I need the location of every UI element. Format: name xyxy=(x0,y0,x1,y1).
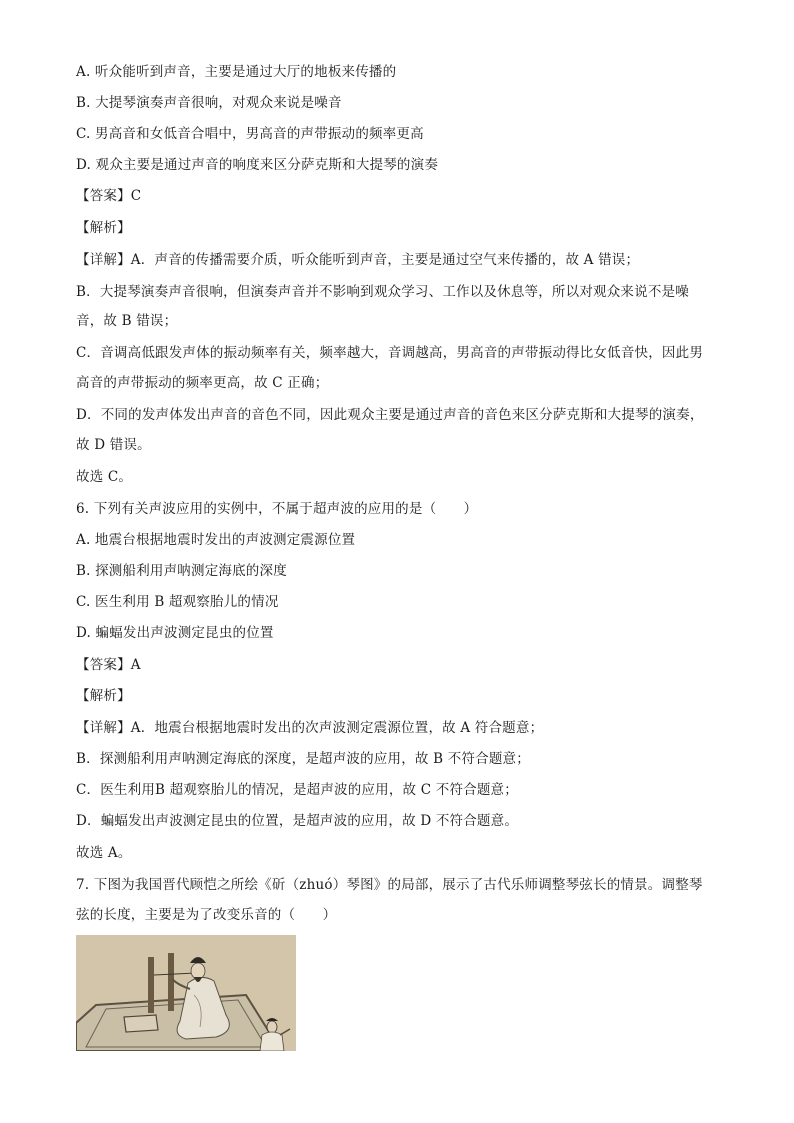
q6-option-a: A. 地震台根据地震时发出的声波测定震源位置 xyxy=(76,532,356,548)
q6-answer: 【答案】A xyxy=(76,657,141,673)
q6-analysis-label: 【解析】 xyxy=(76,688,131,704)
q5-option-c: C. 男高音和女低音合唱中，男高音的声带振动的频率更高 xyxy=(76,126,424,142)
q5-detail-line: 高音的声带振动的频率更高，故 C 正确； xyxy=(76,375,329,391)
q5-analysis-label: 【解析】 xyxy=(76,220,131,236)
q6-detail-line: B．探测船利用声呐测定海底的深度，是超声波的应用，故 B 不符合题意； xyxy=(76,751,530,767)
painting-svg xyxy=(76,935,296,1051)
q6-detail-line: 故选 A。 xyxy=(76,845,132,861)
q6-option-b: B. 探测船利用声呐测定海底的深度 xyxy=(76,563,287,579)
q5-option-a: A. 听众能听到声音，主要是通过大厅的地板来传播的 xyxy=(76,64,397,80)
q5-detail-line: D．不同的发声体发出声音的音色不同，因此观众主要是通过声音的音色来区分萨克斯和大提琴的演奏， xyxy=(76,407,704,423)
q5-detail-line: 故 D 错误。 xyxy=(76,437,151,453)
q5-detail-line: 故选 C。 xyxy=(76,469,133,485)
q6-detail-line: D．蝙蝠发出声波测定昆虫的位置，是超声波的应用，故 D 不符合题意。 xyxy=(76,813,519,829)
q7-stem-line: 弦的长度，主要是为了改变乐音的（ ） xyxy=(76,907,337,923)
q6-detail-line: 【详解】A．地震台根据地震时发出的次声波测定震源位置，故 A 符合题意； xyxy=(76,720,544,736)
q5-detail-line: 音，故 B 错误； xyxy=(76,313,178,329)
painting-illustration xyxy=(76,935,296,1051)
q5-detail-line: B．大提琴演奏声音很响，但演奏声音并不影响到观众学习、工作以及休息等，所以对观众来说不是噪 xyxy=(76,284,689,300)
q5-option-b: B. 大提琴演奏声音很响，对观众来说是噪音 xyxy=(76,95,342,111)
q5-detail-line: C．音调高低跟发声体的振动频率有关，频率越大，音调越高，男高音的声带振动得比女低音快，因此男 xyxy=(76,345,704,361)
q6-option-d: D. 蝙蝠发出声波测定昆虫的位置 xyxy=(76,625,274,641)
q5-option-d: D. 观众主要是通过声音的响度来区分萨克斯和大提琴的演奏 xyxy=(76,157,439,173)
q6-stem: 6. 下列有关声波应用的实例中，不属于超声波的应用的是（ ） xyxy=(76,501,478,517)
q6-detail-line: C．医生利用B 超观察胎儿的情况，是超声波的应用，故 C 不符合题意； xyxy=(76,782,518,798)
q5-answer: 【答案】C xyxy=(76,188,142,204)
q7-stem-line: 7. 下图为我国晋代顾恺之所绘《斫（zhuó）琴图》的局部，展示了古代乐师调整琴弦长的情景。调整琴 xyxy=(76,877,703,893)
q5-detail-line: 【详解】A．声音的传播需要介质，听众能听到声音，主要是通过空气来传播的，故 A 错误； xyxy=(76,252,640,268)
q6-option-c: C. 医生利用 B 超观察胎儿的情况 xyxy=(76,594,279,610)
